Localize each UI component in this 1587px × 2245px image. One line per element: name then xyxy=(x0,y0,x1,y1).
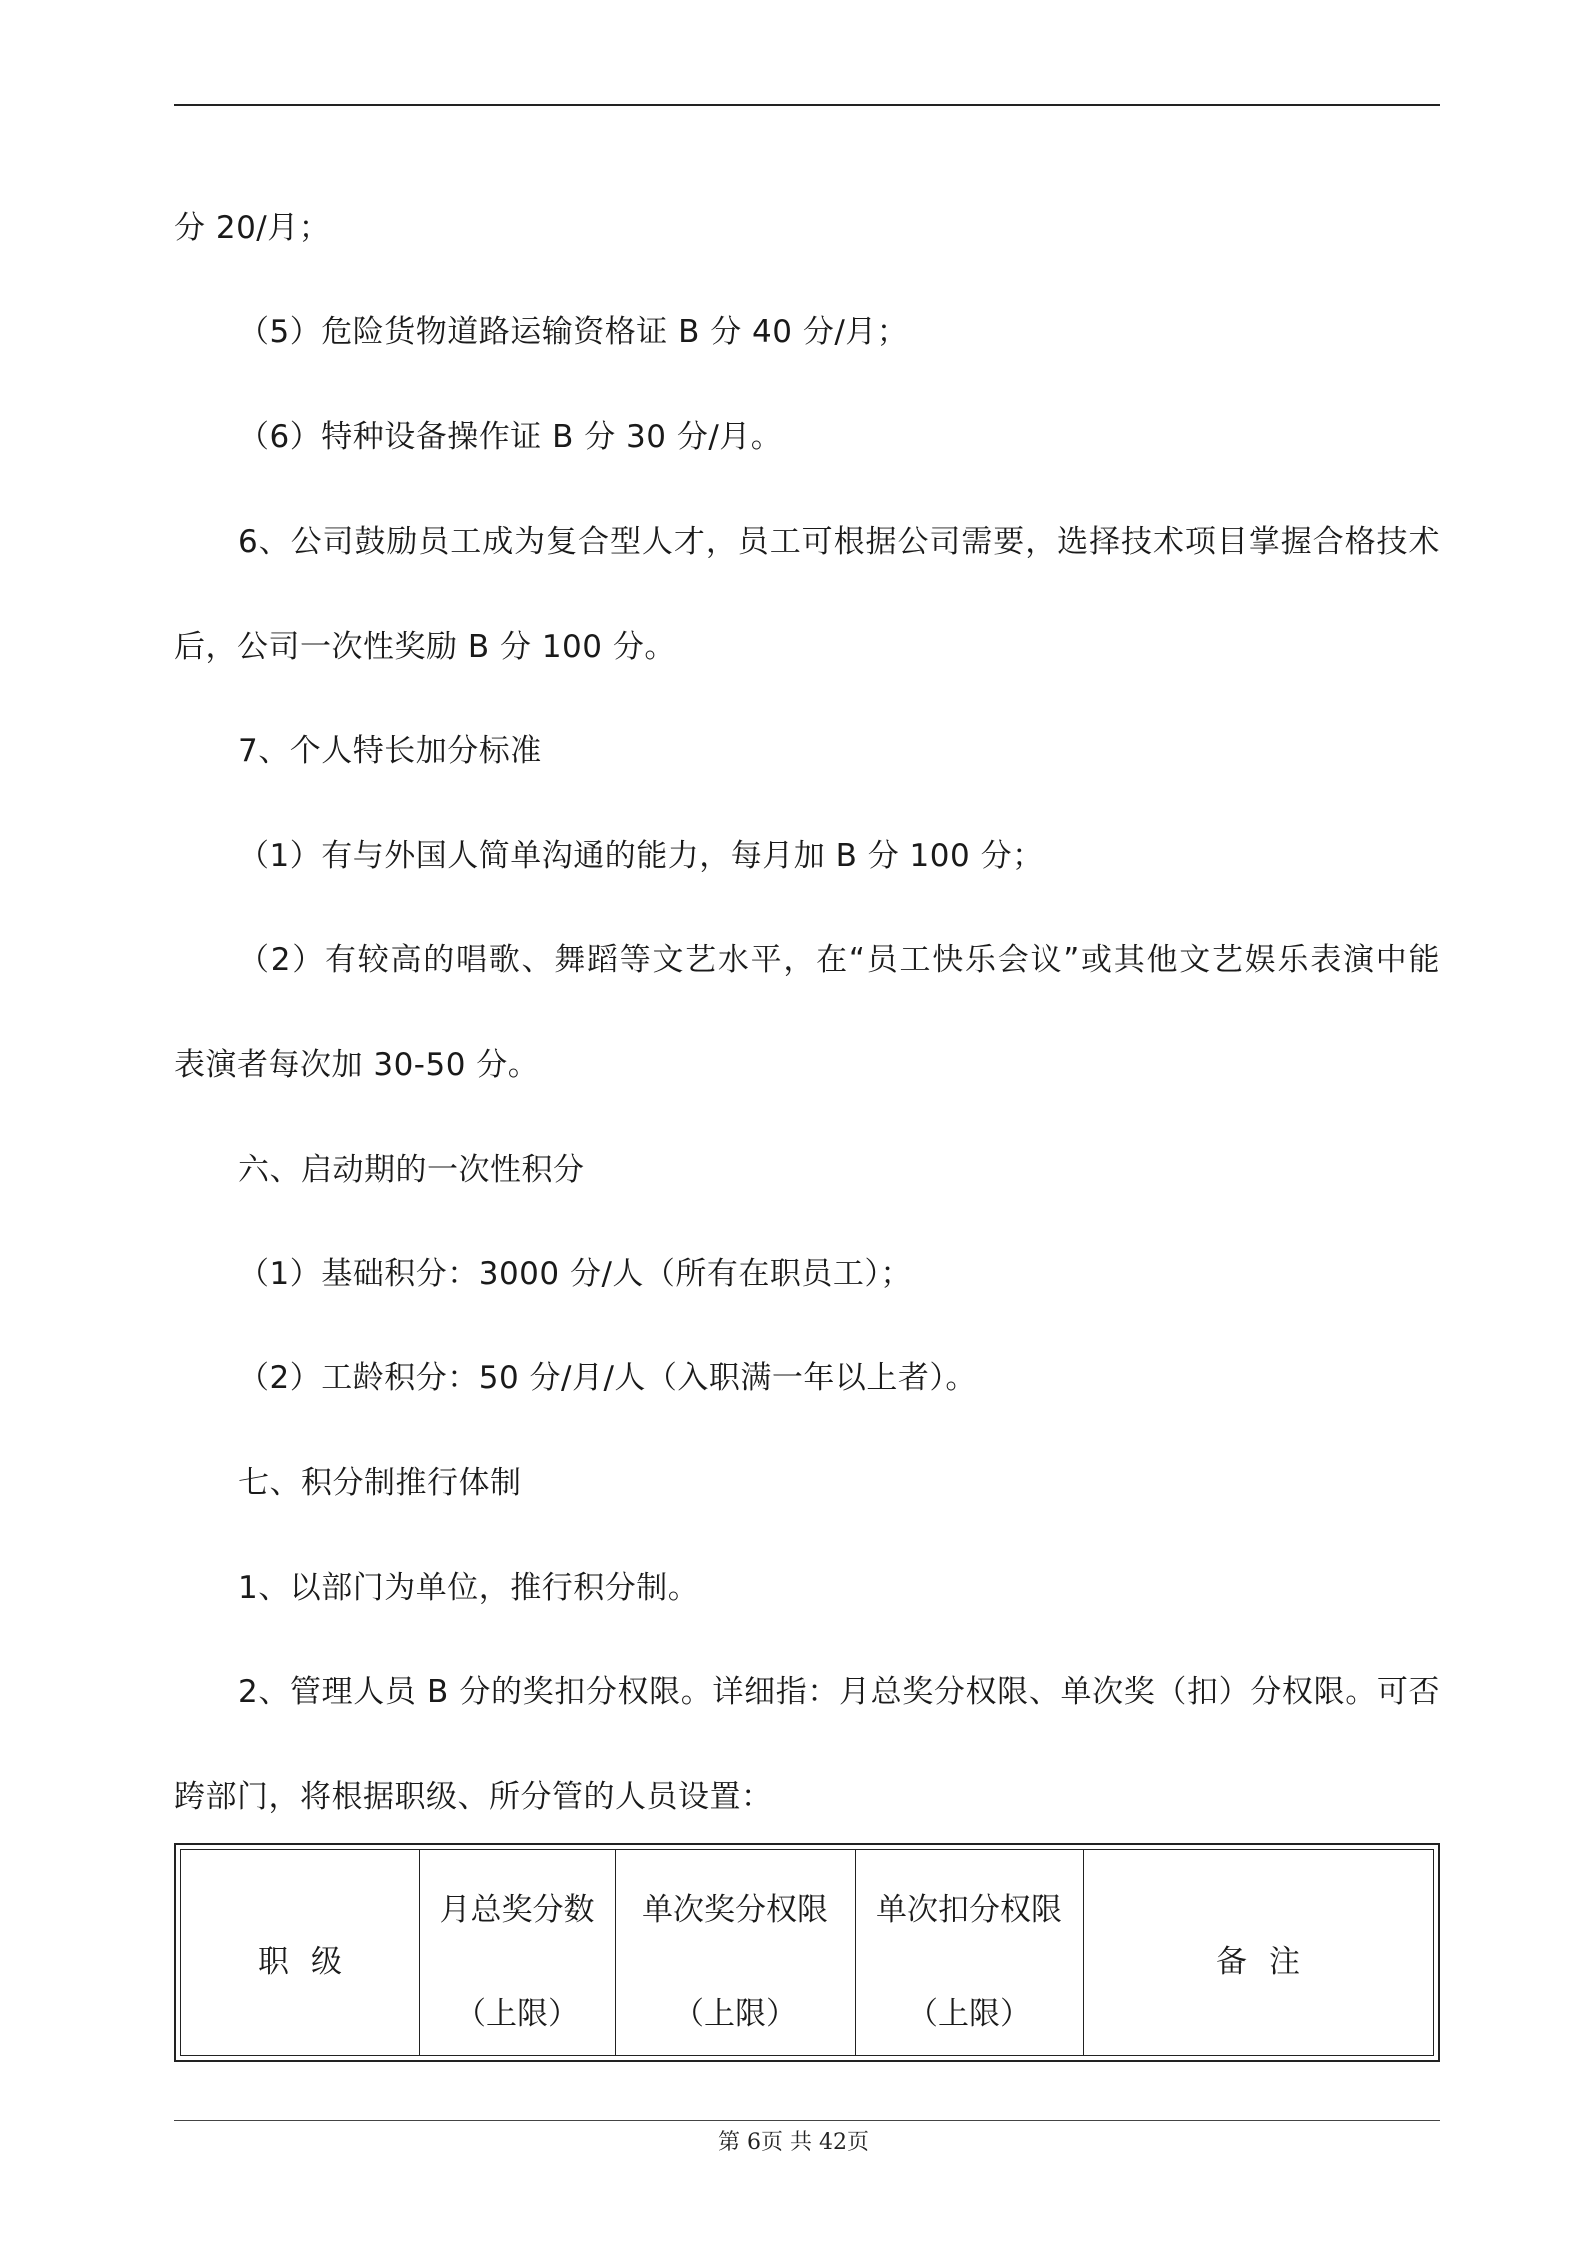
authority-table xyxy=(174,1843,1440,2062)
paragraph-line: 1、以部门为单位，推行积分制。 xyxy=(238,1570,700,1606)
header-single-deduct-sublabel: （上限） xyxy=(907,1996,1031,2032)
section-heading: 六、启动期的一次性积分 xyxy=(238,1152,585,1188)
paragraph-line: 后，公司一次性奖励 B 分 100 分。 xyxy=(174,629,676,665)
paragraph-line: （2）有较高的唱歌、舞蹈等文艺水平，在“员工快乐会议”或其他文艺娱乐表演中能 xyxy=(238,942,1440,978)
header-cell-single-award xyxy=(615,1850,855,2055)
paragraph-line: （2）工龄积分：50 分/月/人（入职满一年以上者）。 xyxy=(238,1360,977,1396)
header-single-award-sublabel: （上限） xyxy=(673,1996,797,2032)
page-number: 第 6页 共 42页 xyxy=(718,2130,869,2155)
header-rank-label: 职级 xyxy=(258,1944,364,1980)
section-heading: 七、积分制推行体制 xyxy=(238,1465,522,1501)
header-remarks-label: 备注 xyxy=(1216,1944,1322,1980)
paragraph-line: （5）危险货物道路运输资格证 B 分 40 分/月； xyxy=(238,314,909,350)
paragraph-line: （1）基础积分：3000 分/人（所有在职员工）； xyxy=(238,1256,912,1292)
header-monthly-total-sublabel: （上限） xyxy=(455,1996,579,2032)
header-monthly-total-label: 月总奖分数 xyxy=(439,1892,595,1928)
authority-table-header-row xyxy=(180,1849,1434,2056)
header-single-award-label: 单次奖分权限 xyxy=(642,1892,828,1928)
header-rule xyxy=(174,104,1440,106)
header-cell-rank xyxy=(181,1850,419,2055)
header-cell-single-deduct xyxy=(855,1850,1083,2055)
paragraph-line: （1）有与外国人简单沟通的能力，每月加 B 分 100 分； xyxy=(238,838,1044,874)
header-cell-monthly-total xyxy=(419,1850,615,2055)
header-cell-remarks xyxy=(1083,1850,1433,2055)
paragraph-line: 分 20/月； xyxy=(174,210,331,246)
paragraph-line: 表演者每次加 30-50 分。 xyxy=(174,1047,540,1083)
paragraph-line: （6）特种设备操作证 B 分 30 分/月。 xyxy=(238,419,783,455)
footer-rule xyxy=(174,2120,1440,2121)
paragraph-line: 2、管理人员 B 分的奖扣分权限。详细指：月总奖分权限、单次奖（扣）分权限。可否 xyxy=(238,1674,1440,1710)
paragraph-line: 7、个人特长加分标准 xyxy=(238,733,542,769)
paragraph-line: 跨部门，将根据职级、所分管的人员设置： xyxy=(174,1779,773,1815)
header-single-deduct-label: 单次扣分权限 xyxy=(876,1892,1062,1928)
paragraph-line: 6、公司鼓励员工成为复合型人才，员工可根据公司需要，选择技术项目掌握合格技术 xyxy=(238,524,1440,560)
